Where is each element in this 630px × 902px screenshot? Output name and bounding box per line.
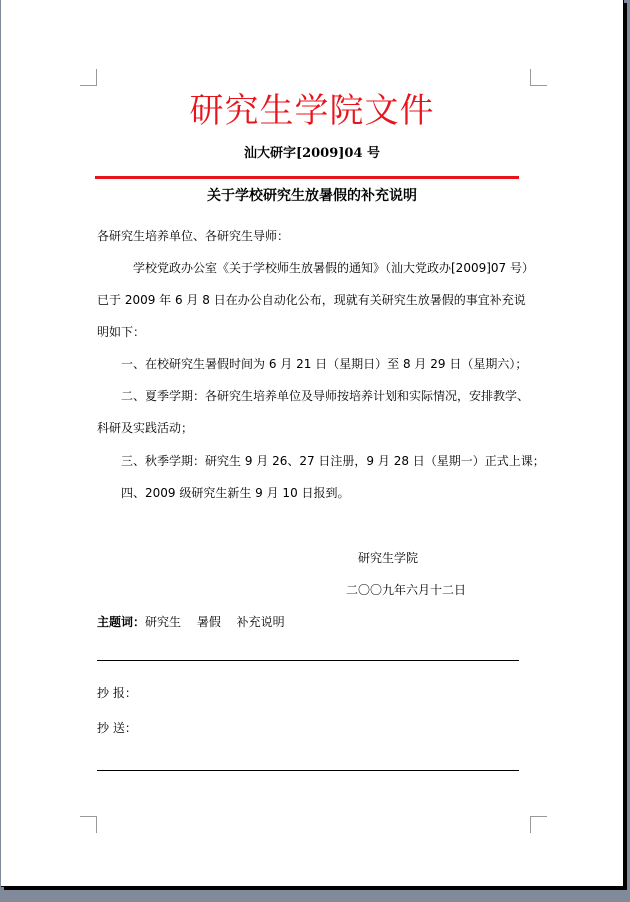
- margin-mark-top-left: [80, 69, 97, 86]
- paragraph1-line3: 明如下：: [97, 325, 146, 339]
- item-2-line1: 二、夏季学期：各研究生培养单位及导师按培养计划和实际情况，安排教学、: [121, 389, 530, 403]
- report-to: 抄 报：: [97, 686, 137, 700]
- paragraph1-line1: 学校党政办公室《关于学校师生放暑假的通知》（汕大党政办[2009]07 号）: [133, 261, 534, 275]
- divider-bottom: [97, 770, 519, 771]
- item-1: 一、在校研究生暑假时间为 6 月 21 日（星期日）至 8 月 29 日（星期六）；: [121, 357, 528, 371]
- keywords-row: [97, 613, 285, 631]
- item-4: 四、2009 级研究生新生 9 月 10 日报到。: [121, 486, 350, 500]
- document-number: 汕大研字[2009]04 号: [243, 146, 381, 161]
- item-3: 三、秋季学期：研究生 9 月 26、27 日注册，9 月 28 日（星期一）正式上课；: [121, 454, 545, 468]
- red-divider: [95, 176, 519, 179]
- document-title: 研究生学院文件: [189, 91, 435, 131]
- issue-date: 二〇〇九年六月十二日: [346, 583, 467, 597]
- copy-to: 抄 送：: [97, 721, 137, 735]
- item-2-line2: 科研及实践活动；: [97, 421, 194, 435]
- keywords-value: 研究生 暑假 补充说明: [145, 615, 285, 629]
- margin-mark-bottom-left: [80, 816, 97, 833]
- margin-mark-bottom-right: [530, 816, 547, 833]
- keywords-label: 主题词：: [97, 615, 146, 629]
- margin-mark-top-right: [530, 69, 547, 86]
- salutation: 各研究生培养单位、各研究生导师：: [97, 229, 290, 243]
- paragraph1-line2: 已于 2009 年 6 月 8 日在办公自动化公布，现就有关研究生放暑假的事宜补充说: [97, 293, 526, 307]
- signature: 研究生学院: [358, 551, 419, 565]
- notice-heading: 关于学校研究生放暑假的补充说明: [207, 188, 417, 204]
- divider-top: [97, 660, 519, 661]
- document-page: [1, 0, 624, 887]
